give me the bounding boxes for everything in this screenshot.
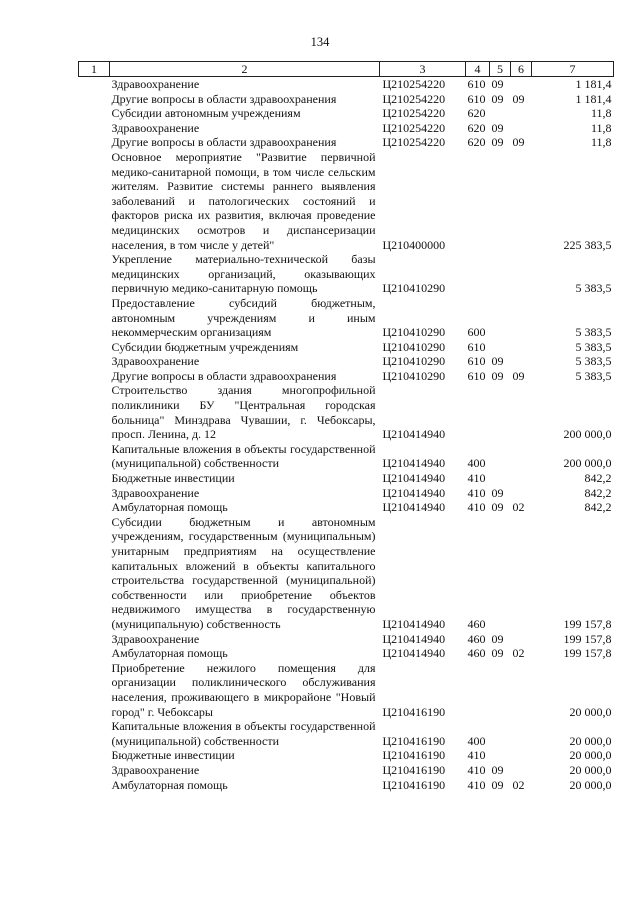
table-row — [79, 661, 614, 719]
table-row — [79, 121, 614, 136]
row-subsection — [511, 471, 532, 486]
row-amount: 5 383,5 — [575, 281, 612, 296]
row-name: Капитальные вложения в объекты государственной (муниципальной) собственности — [111, 719, 376, 748]
row-name: Бюджетные инвестиции — [111, 748, 235, 763]
row-amount: 199 157,8 — [563, 616, 612, 631]
row-amount: 20 000,0 — [569, 733, 612, 748]
row-section: 09 — [491, 631, 504, 646]
row-name: Субсидии бюджетным и автономным учреждениям, государственным (муниципальным) унитарным предприятиям на осуществление капитальных вложений в объекты капитального строительства государственной (муниципальной) собственности или приобретение объектов недвижимого имущества в государственную (муниципальную) собственность — [111, 514, 376, 631]
row-name: Здравоохранение — [111, 485, 200, 500]
table-row — [79, 719, 614, 748]
table-row — [79, 778, 614, 793]
row-name: Здравоохранение — [111, 77, 200, 91]
row-subsection — [511, 763, 532, 778]
table-row — [79, 646, 614, 661]
row-section: 09 — [491, 354, 504, 369]
row-section — [490, 471, 511, 486]
row-number-cell — [79, 383, 110, 441]
row-amount: 20 000,0 — [569, 704, 612, 719]
row-amount: 225 383,5 — [563, 237, 612, 252]
header-col-1: 1 — [79, 62, 110, 77]
row-section: 09 — [491, 368, 504, 383]
row-target-code: Ц210414940 — [382, 485, 446, 500]
row-name: Амбулаторная помощь — [111, 777, 228, 792]
table-body — [79, 77, 614, 793]
row-target-code: Ц210416190 — [382, 748, 446, 763]
row-target-code: Ц210414940 — [382, 427, 446, 442]
row-target-code: Ц210416190 — [382, 704, 446, 719]
table-row — [79, 354, 614, 369]
row-subsection: 02 — [512, 777, 525, 792]
row-section: 09 — [491, 77, 504, 91]
row-target-code: Ц210254220 — [382, 120, 446, 135]
row-expense-type — [466, 383, 490, 441]
row-section: 09 — [491, 762, 504, 777]
row-expense-type: 410 — [467, 762, 486, 777]
row-section — [490, 748, 511, 763]
row-target-code: Ц210414940 — [382, 471, 446, 486]
header-row — [79, 62, 614, 77]
row-target-code: Ц210414940 — [382, 616, 446, 631]
row-section — [490, 661, 511, 719]
row-name: Другие вопросы в области здравоохранения — [111, 135, 337, 150]
row-section — [490, 442, 511, 471]
row-amount: 199 157,8 — [563, 631, 612, 646]
row-expense-type: 620 — [467, 106, 486, 121]
row-subsection: 09 — [512, 368, 525, 383]
row-target-code: Ц210400000 — [382, 237, 446, 252]
row-section: 09 — [491, 485, 504, 500]
row-amount: 11,8 — [590, 120, 612, 135]
row-amount: 11,8 — [590, 135, 612, 150]
row-number-cell — [79, 135, 110, 150]
row-name: Здравоохранение — [111, 631, 200, 646]
row-name: Другие вопросы в области здравоохранения — [111, 368, 337, 383]
table-row — [79, 340, 614, 355]
table-row — [79, 135, 614, 150]
row-number-cell — [79, 661, 110, 719]
row-number-cell — [79, 296, 110, 340]
header-col-7: 7 — [532, 62, 614, 77]
row-amount: 842,2 — [584, 471, 612, 486]
row-name: Приобретение нежилого помещения для организации поликлинического обслуживания населения, проживающего в микрорайоне "Новый город" г. Чебоксары — [111, 660, 376, 719]
budget-table — [78, 61, 614, 792]
row-number-cell — [79, 150, 110, 252]
row-section — [490, 383, 511, 441]
table-row — [79, 296, 614, 340]
row-name: Укрепление материально-технической базы медицинских организаций, оказывающих первичную медико-санитарную помощь — [111, 252, 376, 296]
row-amount: 1 181,4 — [575, 91, 612, 106]
row-subsection — [511, 296, 532, 340]
row-expense-type: 410 — [467, 748, 486, 763]
row-subsection: 09 — [512, 91, 525, 106]
row-amount: 20 000,0 — [569, 762, 612, 777]
row-expense-type: 620 — [467, 120, 486, 135]
table-row — [79, 106, 614, 121]
row-target-code: Ц210416190 — [382, 777, 446, 792]
row-expense-type: 610 — [467, 77, 486, 91]
row-amount: 5 383,5 — [575, 339, 612, 354]
row-number-cell — [79, 500, 110, 515]
row-subsection — [511, 486, 532, 501]
row-number-cell — [79, 515, 110, 632]
row-name: Субсидии бюджетным учреждениям — [111, 339, 299, 354]
row-subsection — [511, 515, 532, 632]
row-number-cell — [79, 252, 110, 296]
row-number-cell — [79, 354, 110, 369]
row-expense-type — [466, 661, 490, 719]
table-row — [79, 515, 614, 632]
row-number-cell — [79, 121, 110, 136]
table-row — [79, 763, 614, 778]
row-name: Здравоохранение — [111, 120, 200, 135]
row-amount: 842,2 — [584, 500, 612, 515]
header-col-4: 4 — [466, 62, 490, 77]
row-amount: 5 383,5 — [575, 368, 612, 383]
header-col-3: 3 — [380, 62, 466, 77]
row-expense-type: 400 — [467, 456, 486, 471]
row-target-code: Ц210414940 — [382, 646, 446, 661]
table-row — [79, 92, 614, 107]
row-target-code: Ц210410290 — [382, 368, 446, 383]
row-expense-type: 460 — [467, 616, 486, 631]
row-name: Субсидии автономным учреждениям — [111, 106, 301, 121]
row-section — [490, 252, 511, 296]
row-name: Здравоохранение — [111, 354, 200, 369]
row-target-code: Ц210410290 — [382, 281, 446, 296]
header-col-5: 5 — [490, 62, 511, 77]
table-row — [79, 500, 614, 515]
row-number-cell — [79, 92, 110, 107]
row-subsection — [511, 661, 532, 719]
row-subsection — [511, 632, 532, 647]
row-section: 09 — [491, 500, 504, 515]
table-row — [79, 369, 614, 384]
row-number-cell — [79, 106, 110, 121]
row-subsection — [511, 719, 532, 748]
row-section — [490, 296, 511, 340]
row-target-code: Ц210254220 — [382, 91, 446, 106]
row-target-code: Ц210410290 — [382, 339, 446, 354]
row-section: 09 — [491, 777, 504, 792]
header-col-2: 2 — [110, 62, 380, 77]
row-expense-type: 610 — [467, 354, 486, 369]
row-expense-type: 460 — [467, 631, 486, 646]
row-amount: 5 383,5 — [575, 325, 612, 340]
row-subsection: 09 — [512, 135, 525, 150]
row-name: Амбулаторная помощь — [111, 500, 228, 515]
row-amount: 5 383,5 — [575, 354, 612, 369]
row-number-cell — [79, 632, 110, 647]
row-number-cell — [79, 763, 110, 778]
row-amount: 200 000,0 — [563, 427, 612, 442]
row-expense-type: 610 — [467, 368, 486, 383]
row-expense-type: 610 — [467, 91, 486, 106]
row-subsection — [511, 340, 532, 355]
row-amount: 20 000,0 — [569, 748, 612, 763]
row-number-cell — [79, 778, 110, 793]
table-row — [79, 150, 614, 252]
row-name: Другие вопросы в области здравоохранения — [111, 91, 337, 106]
row-target-code: Ц210414940 — [382, 631, 446, 646]
row-expense-type: 610 — [467, 339, 486, 354]
row-expense-type: 410 — [467, 777, 486, 792]
row-name: Основное мероприятие "Развитие первичной медико-санитарной помощи, в том числе сельским жителям. Развитие системы раннего выявления заболеваний и патологических состояний и факторов риска их развития, включая проведение медицинских осмотров и диспансеризации населения, в том числе у детей" — [111, 149, 376, 252]
row-target-code: Ц210416190 — [382, 762, 446, 777]
table-header — [79, 62, 614, 77]
row-subsection — [511, 442, 532, 471]
row-expense-type: 410 — [467, 500, 486, 515]
row-target-code: Ц210410290 — [382, 354, 446, 369]
row-name: Строительство здания многопрофильной поликлиники БУ "Центральная городская больница" Минздрава Чувашии, г. Чебоксары, просп. Ленина, д. 12 — [111, 383, 376, 442]
row-expense-type: 460 — [467, 646, 486, 661]
row-name: Предоставление субсидий бюджетным, автономным учреждениям и иным некоммерческим организациям — [111, 295, 376, 340]
table-row — [79, 252, 614, 296]
row-amount: 199 157,8 — [563, 646, 612, 661]
row-target-code: Ц210414940 — [382, 456, 446, 471]
row-name: Бюджетные инвестиции — [111, 471, 235, 486]
row-subsection — [511, 354, 532, 369]
row-target-code: Ц210254220 — [382, 135, 446, 150]
row-expense-type: 410 — [467, 471, 486, 486]
row-subsection — [511, 121, 532, 136]
row-section — [490, 719, 511, 748]
row-name: Амбулаторная помощь — [111, 646, 228, 661]
row-number-cell — [79, 486, 110, 501]
row-expense-type: 620 — [467, 135, 486, 150]
row-number-cell — [79, 369, 110, 384]
row-number-cell — [79, 340, 110, 355]
row-target-code: Ц210416190 — [382, 733, 446, 748]
row-subsection — [511, 106, 532, 121]
page-number: 134 — [310, 35, 330, 49]
row-section — [490, 150, 511, 252]
table-row — [79, 77, 614, 92]
row-amount: 11,8 — [590, 106, 612, 121]
row-subsection — [511, 150, 532, 252]
row-section: 09 — [491, 91, 504, 106]
row-section — [490, 106, 511, 121]
row-expense-type: 400 — [467, 733, 486, 748]
row-expense-type: 600 — [467, 325, 486, 340]
row-section: 09 — [491, 120, 504, 135]
row-number-cell — [79, 442, 110, 471]
row-target-code: Ц210254220 — [382, 106, 446, 121]
row-section: 09 — [491, 646, 504, 661]
row-subsection: 02 — [512, 500, 525, 515]
table-row — [79, 632, 614, 647]
row-subsection: 02 — [512, 646, 525, 661]
header-col-6: 6 — [511, 62, 532, 77]
table-row — [79, 471, 614, 486]
table-row — [79, 486, 614, 501]
row-name: Здравоохранение — [111, 762, 200, 777]
row-name: Капитальные вложения в объекты государственной (муниципальной) собственности — [111, 441, 376, 471]
row-section — [490, 515, 511, 632]
row-amount: 1 181,4 — [575, 77, 612, 91]
row-target-code: Ц210254220 — [382, 77, 446, 91]
table-row — [79, 442, 614, 471]
row-expense-type — [466, 150, 490, 252]
row-amount: 200 000,0 — [563, 456, 612, 471]
row-target-code: Ц210410290 — [382, 325, 446, 340]
table-row — [79, 748, 614, 763]
row-number-cell — [79, 748, 110, 763]
table-row — [79, 383, 614, 441]
row-section: 09 — [491, 135, 504, 150]
row-number-cell — [79, 646, 110, 661]
row-subsection — [511, 77, 532, 92]
row-expense-type: 410 — [467, 485, 486, 500]
row-number-cell — [79, 77, 110, 92]
row-amount: 20 000,0 — [569, 777, 612, 792]
row-subsection — [511, 252, 532, 296]
row-section — [490, 340, 511, 355]
row-subsection — [511, 748, 532, 763]
row-subsection — [511, 383, 532, 441]
row-target-code: Ц210414940 — [382, 500, 446, 515]
row-amount: 842,2 — [584, 485, 612, 500]
row-number-cell — [79, 471, 110, 486]
row-number-cell — [79, 719, 110, 748]
row-expense-type — [466, 252, 490, 296]
